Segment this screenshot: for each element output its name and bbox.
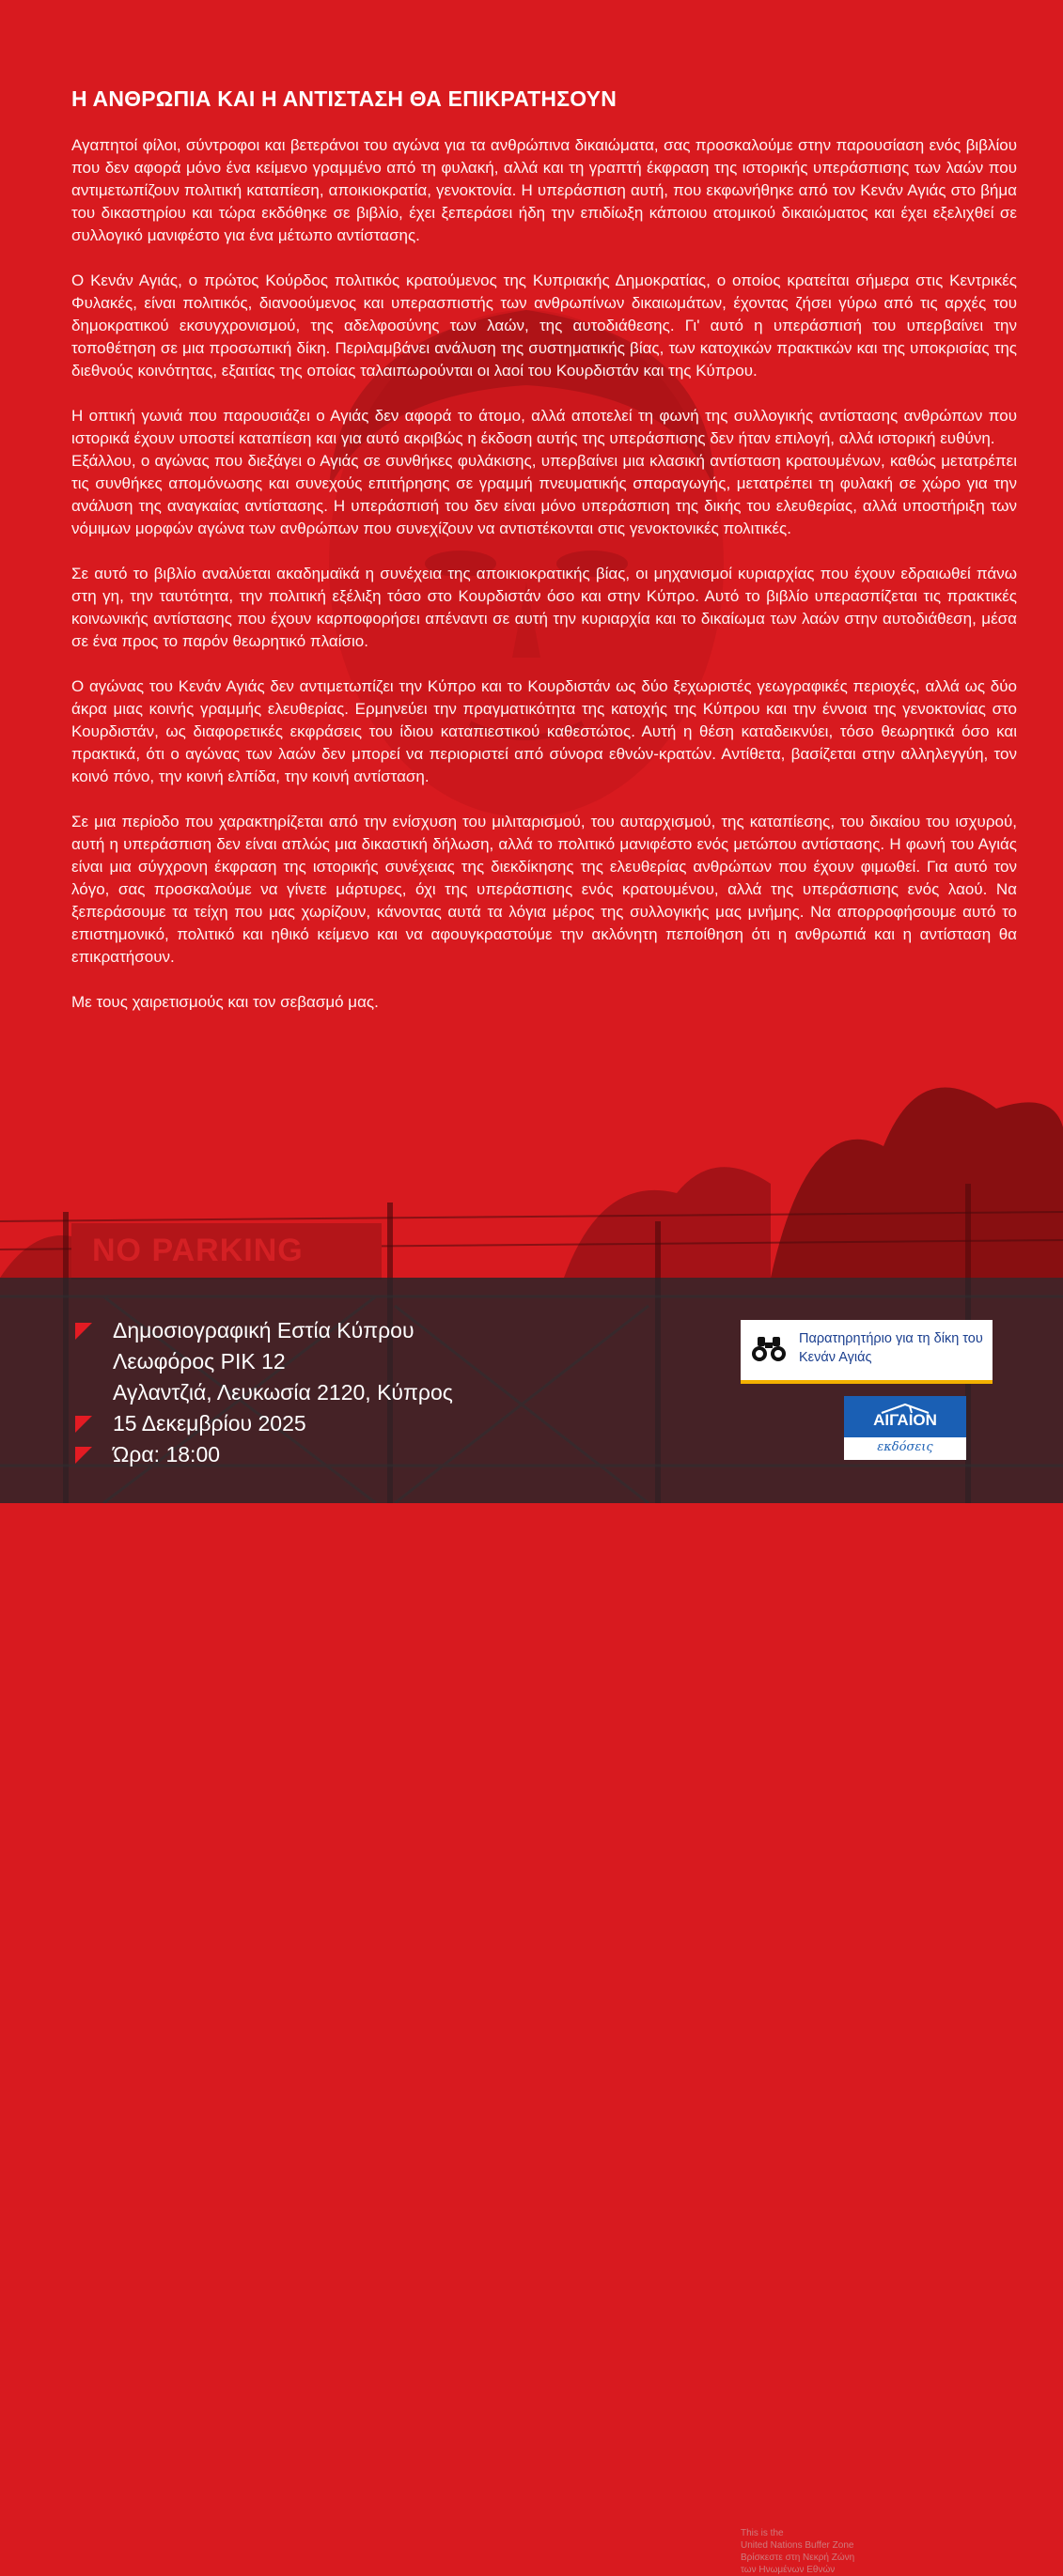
- venue-city: Αγλαντζιά, Λευκωσία 2120, Κύπρος: [113, 1380, 453, 1404]
- un-sign-line: των Ηνωμένων Εθνών: [741, 2565, 836, 2575]
- un-sign-line: United Nations Buffer Zone: [741, 2540, 854, 2551]
- observatory-logo-text: Παρατηρητήριο για τη δίκη του Κενάν Αγιάς: [799, 1331, 983, 1365]
- un-sign-line: Βρίσκεστε στη Νεκρή Ζώνη: [741, 2553, 855, 2563]
- venue-name: Δημοσιογραφική Εστία Κύπρου: [113, 1318, 414, 1342]
- paragraph-manifesto: Σε μια περίοδο που χαρακτηρίζεται από την ενίσχυση του μιλιταρισμού, του αυταρχισμού, της καταπίεσης, του δικαίου του ισχυρού, αυτή η υπεράσπιση δεν είναι απλώς μια δικαστική δήλωση, αλλά το πολιτικό μανιφέστο ενός μετώπου αντίστασης. Η φωνή του Αγιάς είναι μια σύγχρονη έκφραση της ιστορικής συνέχειας της διεκδίκησης της ελευθερίας ανθρώπων που έχουν φιμωθεί. Για αυτό τον λόγο, σας προσκαλούμε να γίνετε μάρτυρες, όχι της υπεράσπισης ενός κρατουμένου, αλλά της υπεράσπισης ενός λαού. Να ξεπεράσουμε τα τείχη που μας χωρίζουν, κάνοντας αυτά τα λόγια μέρος της συλλογικής μας μνήμης. Να απορροφήσουμε αυτό το επιστημονικό, πολιτικό και ηθικό κείμενο και να αφουγκραστούμε την ακλόνητη πεποίθηση ότι η ανθρωπιά και η αντίσταση θα επικρατήσουν.: [71, 813, 1017, 966]
- paragraph-prison-struggle: Εξάλλου, ο αγώνας που διεξάγει ο Αγιάς σε συνθήκες φυλάκισης, υπερβαίνει μια κλασική αντίσταση κρατουμένων, καθώς μετατρέπει τις συνθήκες απομόνωσης και συνεχούς επιτήρησης σε γραμμή πνευματικής σπαραγωγής, μετατρέπει τη φυλακή σε χώρο για την ανάλυση της αναγκαίας αντίστασης. Η υπεράσπισή του δεν είναι μόνο υπεράσπιση της δικής του ελευθερίας, αλλά υποστήριξη των νόμιμων μορφών αγώνα των ανθρώπων που συνεχίζουν να αντιστέκονται στις γενοκτονικές πολιτικές.: [71, 452, 1017, 537]
- event-footer: [0, 1278, 1063, 2575]
- observatory-logo: [741, 1320, 993, 1384]
- no-parking-sign: [71, 1223, 382, 1280]
- letter-body: [71, 86, 1017, 1036]
- red-triangle-icon: [75, 1323, 92, 1340]
- paragraph-about-kenan: Ο Κενάν Αγιάς, ο πρώτος Κούρδος πολιτικός κρατούμενος της Κυπριακής Δημοκρατίας, ο οποίος κρατείται σήμερα στις Κεντρικές Φυλακές, είναι πολιτικός, διανοούμενος και υπερασπιστής των ανθρωπίνων δικαιωμάτων, έχοντας ζήσει γύρω από τις αρχές του δημοκρατικού εκσυγχρονισμού, της αδελφοσύνης των λαών, της αυτοδιάθεσης. Γι' αυτό η υπεράσπισή του υπερβαίνει την τοποθέτηση σε μια προσωπική δίκη. Περιλαμβάνει ανάλυση της συστηματικής βίας, των κατοχικών πρακτικών και της υποκρισίας της διεθνούς κοινότητας, εξαιτίας της οποίας ταλαιπωρούνται οι λαοί του Κουρδιστάν και της Κύπρου.: [71, 272, 1017, 380]
- time-row: [75, 1439, 453, 1470]
- aigaion-publisher-logo: [844, 1396, 966, 1460]
- page-title: Η ΑΝΘΡΩΠΙΑ ΚΑΙ Η ΑΝΤΙΣΤΑΣΗ ΘΑ ΕΠΙΚΡΑΤΗΣΟΥΝ: [71, 86, 617, 111]
- publisher-subtitle: εκδόσεις: [844, 1437, 966, 1460]
- venue-block: [75, 1315, 453, 1408]
- red-triangle-icon: [75, 1416, 92, 1433]
- un-buffer-zone-sign: [741, 2527, 919, 2574]
- paragraph-cyprus-kurdistan: Ο αγώνας του Κενάν Αγιάς δεν αντιμετωπίζει την Κύπρο και το Κουρδιστάν ως δύο ξεχωριστές γεωγραφικές περιοχές, αλλά ως δύο άκρα μιας κοινής γραμμής ελευθερίας. Ερμηνεύει την πραγματικότητα της κατοχής της Κύπρου και την έννοια της γενοκτονίας στο Κουρδιστάν, ως διαφορετικές εκφράσεις του ίδιου καταπιεστικού καθεστώτος. Αυτή η θέση καταδεικνύει, τόσο θεωρητικά όσο και πρακτικά, ότι ο αγώνας των λαών δεν μπορεί να περιοριστεί από σύνορα εθνών-κρατών. Αντίθετα, βασίζεται στην αλληλεγγύη, τον κοινό πόνο, την κοινή ελπίδα, την κοινή αντίσταση.: [71, 677, 1017, 785]
- binoculars-icon: [750, 1335, 788, 1363]
- paragraph-invitation: Αγαπητοί φίλοι, σύντροφοι και βετεράνοι του αγώνα για τα ανθρώπινα δικαιώματα, σας προσκαλούμε στην παρουσίαση ενός βιβλίου που δεν αφορά μόνο ένα κείμενο γραμμένο από τη φυλακή, αλλά και τη γραπτή έκφραση της ιστορικής υπεράσπισης των λαών που αντιμετωπίζουν πολιτική καταπίεση, αποικιοκρατία, γενοκτονία. Η υπεράσπιση αυτή, που εκφωνήθηκε από τον Κενάν Αγιάς στο βήμα του δικαστηρίου και τώρα εκδόθηκε σε βιβλίο, έχει ξεπεράσει ήδη την επιδίωξη κάποιου ατομικού δικαιώματος και έχει εξελιχθεί σε συλλογικό μανιφέστο για ένα μέτωπο αντίστασης.: [71, 136, 1017, 244]
- un-sign-line: This is the: [741, 2528, 784, 2538]
- publisher-name: ΑΙΓΑΙΟΝ: [873, 1411, 937, 1429]
- paragraph-closing: Με τους χαιρετισμούς και τον σεβασμό μας.: [71, 993, 379, 1011]
- red-triangle-icon: [75, 1447, 92, 1464]
- event-date: 15 Δεκεμβρίου 2025: [113, 1411, 306, 1435]
- event-time: Ώρα: 18:00: [113, 1442, 221, 1466]
- event-info: [75, 1315, 453, 1470]
- no-parking-text: NO PARKING: [92, 1233, 304, 1268]
- paragraph-perspective: Η οπτική γωνιά που παρουσιάζει ο Αγιάς δεν αφορά το άτομο, αλλά αποτελεί τη φωνή της συλλογικής αντίστασης ανθρώπων που ιστορικά έχουν υποστεί καταπίεση και για αυτό ακριβώς η έκδοση αυτής της υπεράσπισης δεν ήταν επιλογή, αλλά ιστορική ευθύνη.: [71, 407, 1017, 447]
- paragraph-book-analysis: Σε αυτό το βιβλίο αναλύεται ακαδημαϊκά η συνέχεια της αποικιοκρατικής βίας, οι μηχανισμοί κυριαρχίας που έχουν εδραιωθεί πάνω στη γη, την ταυτότητα, την πολιτική εξέλιξη τόσο στο Κουρδιστάν όσο και στην Κύπρο. Αυτό το βιβλίο υπερασπίζεται τις πρακτικές κοινωνικής αντίστασης που έχουν καρποφορήσει απέναντι σε αυτή την κυριαρχία και το δικαίωμα των λαών στην αυτοδιάθεση, μέσα σε ένα προς το παρόν θεωρητικό πλαίσιο.: [71, 565, 1017, 650]
- date-row: [75, 1408, 453, 1439]
- venue-street: Λεωφόρος ΡΙΚ 12: [113, 1349, 286, 1373]
